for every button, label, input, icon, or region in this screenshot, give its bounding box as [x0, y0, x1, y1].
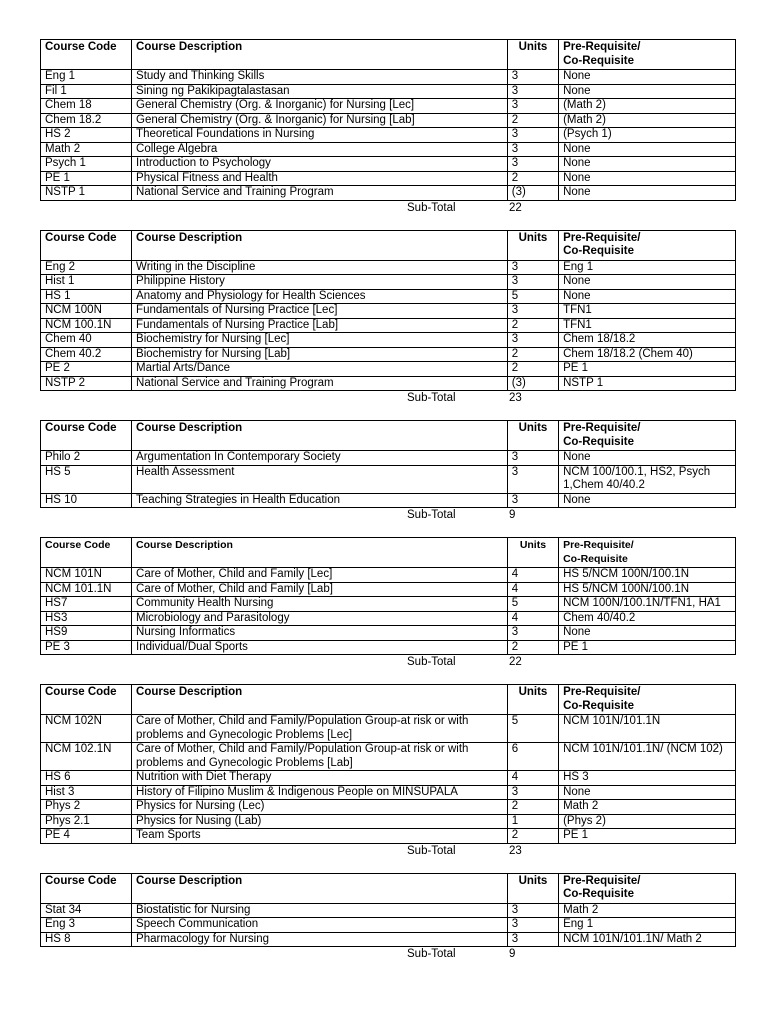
course-code: Hist 3 — [41, 785, 132, 800]
header-prerequisite — [559, 538, 736, 568]
course-units: 1 — [507, 814, 558, 829]
course-prerequisite: NCM 100/100.1, HS2, Psych 1,Chem 40/40.2 — [559, 465, 736, 493]
course-prerequisite: None — [559, 157, 736, 172]
course-code: Phys 2.1 — [41, 814, 132, 829]
course-prerequisite: None — [559, 171, 736, 186]
table-row — [41, 785, 736, 800]
course-prerequisite: PE 1 — [559, 640, 736, 655]
course-prerequisite: None — [559, 785, 736, 800]
course-code: Chem 40.2 — [41, 347, 132, 362]
course-code: HS 6 — [41, 771, 132, 786]
table-row — [41, 465, 736, 493]
course-description: Care of Mother, Child and Family [Lab] — [132, 582, 508, 597]
course-table — [40, 684, 736, 844]
course-code: Chem 18 — [41, 99, 132, 114]
table-row — [41, 932, 736, 947]
subtotal-value: 9 — [509, 948, 516, 960]
table-header-row — [41, 230, 736, 260]
header-prerequisite-line1: Pre-Requisite/ — [563, 41, 641, 53]
subtotal-value: 23 — [509, 844, 522, 857]
course-units: 2 — [507, 640, 558, 655]
course-prerequisite: None — [559, 289, 736, 304]
header-course-code: Course Code — [41, 421, 132, 451]
course-description: Anatomy and Physiology for Health Sciences — [132, 289, 508, 304]
course-description: Martial Arts/Dance — [132, 362, 508, 377]
course-units: 2 — [507, 113, 558, 128]
course-table — [40, 873, 736, 948]
table-row — [41, 70, 736, 85]
course-code: NSTP 2 — [41, 376, 132, 391]
subtotal-line — [40, 201, 736, 215]
header-prerequisite — [559, 685, 736, 715]
course-table — [40, 537, 736, 655]
curriculum-sheet — [40, 39, 736, 976]
course-description: Sining ng Pakikipagtalastasan — [132, 84, 508, 99]
table-row — [41, 376, 736, 391]
semester-block — [40, 684, 736, 858]
course-code: PE 4 — [41, 829, 132, 844]
course-prerequisite: PE 1 — [559, 829, 736, 844]
course-prerequisite: (Psych 1) — [559, 128, 736, 143]
table-row — [41, 800, 736, 815]
table-row — [41, 582, 736, 597]
course-code: Philo 2 — [41, 451, 132, 466]
course-code: Eng 1 — [41, 70, 132, 85]
course-code: HS 2 — [41, 128, 132, 143]
table-row — [41, 903, 736, 918]
course-description: College Algebra — [132, 142, 508, 157]
table-row — [41, 715, 736, 743]
course-code: Eng 3 — [41, 918, 132, 933]
course-units: 3 — [507, 465, 558, 493]
course-code: Chem 18.2 — [41, 113, 132, 128]
course-prerequisite: None — [559, 186, 736, 201]
header-prerequisite — [559, 230, 736, 260]
course-units: 4 — [507, 582, 558, 597]
semester-block — [40, 537, 736, 669]
subtotal-label: Sub-Total — [407, 948, 456, 960]
course-units: 3 — [507, 70, 558, 85]
course-table — [40, 420, 736, 508]
course-units: 3 — [507, 785, 558, 800]
course-code: Math 2 — [41, 142, 132, 157]
table-row — [41, 260, 736, 275]
course-units: 3 — [507, 451, 558, 466]
course-prerequisite: HS 5/NCM 100N/100.1N — [559, 568, 736, 583]
course-units: 2 — [507, 829, 558, 844]
course-description: Speech Communication — [132, 918, 508, 933]
course-description: Biochemistry for Nursing [Lec] — [132, 333, 508, 348]
course-units: (3) — [507, 376, 558, 391]
course-description: General Chemistry (Org. & Inorganic) for Nursing [Lec] — [132, 99, 508, 114]
course-units: 5 — [507, 289, 558, 304]
course-description: Writing in the Discipline — [132, 260, 508, 275]
course-description: Care of Mother, Child and Family/Population Group-at risk or with problems and Gynecologic Problems [Lab] — [132, 743, 508, 771]
course-prerequisite: Eng 1 — [559, 918, 736, 933]
semester-block — [40, 873, 736, 962]
course-units: 3 — [507, 493, 558, 508]
table-row — [41, 347, 736, 362]
course-description: Fundamentals of Nursing Practice [Lec] — [132, 304, 508, 319]
course-code: Stat 34 — [41, 903, 132, 918]
header-units: Units — [507, 873, 558, 903]
course-units: 4 — [507, 611, 558, 626]
course-units: 3 — [507, 333, 558, 348]
course-prerequisite: Chem 40/40.2 — [559, 611, 736, 626]
table-header-row — [41, 873, 736, 903]
header-course-description: Course Description — [132, 538, 508, 568]
semester-block — [40, 230, 736, 406]
course-description: Biostatistic for Nursing — [132, 903, 508, 918]
course-prerequisite: NCM 101N/101.1N/ (NCM 102) — [559, 743, 736, 771]
course-description: Argumentation In Contemporary Society — [132, 451, 508, 466]
course-description: Fundamentals of Nursing Practice [Lab] — [132, 318, 508, 333]
course-prerequisite: NCM 101N/101.1N/ Math 2 — [559, 932, 736, 947]
header-course-description: Course Description — [132, 421, 508, 451]
course-units: 3 — [507, 84, 558, 99]
table-row — [41, 318, 736, 333]
table-row — [41, 186, 736, 201]
header-course-description: Course Description — [132, 230, 508, 260]
course-description: Introduction to Psychology — [132, 157, 508, 172]
table-row — [41, 597, 736, 612]
header-prerequisite-line2: Co-Requisite — [563, 54, 634, 67]
subtotal-label: Sub-Total — [407, 656, 456, 668]
course-code: Chem 40 — [41, 333, 132, 348]
course-units: 5 — [507, 597, 558, 612]
header-units: Units — [507, 230, 558, 260]
course-code: HS 10 — [41, 493, 132, 508]
header-units: Units — [507, 40, 558, 70]
course-description: Community Health Nursing — [132, 597, 508, 612]
course-prerequisite: NCM 101N/101.1N — [559, 715, 736, 743]
course-description: Nutrition with Diet Therapy — [132, 771, 508, 786]
header-prerequisite-line2: Co-Requisite — [563, 552, 628, 565]
table-row — [41, 640, 736, 655]
header-prerequisite-line1: Pre-Requisite/ — [563, 422, 641, 434]
course-code: PE 1 — [41, 171, 132, 186]
course-units: 2 — [507, 800, 558, 815]
course-code: HS3 — [41, 611, 132, 626]
course-prerequisite: None — [559, 493, 736, 508]
table-row — [41, 362, 736, 377]
header-course-description: Course Description — [132, 873, 508, 903]
course-prerequisite: None — [559, 142, 736, 157]
table-row — [41, 157, 736, 172]
course-prerequisite: Math 2 — [559, 903, 736, 918]
course-description: National Service and Training Program — [132, 376, 508, 391]
course-code: NCM 102.1N — [41, 743, 132, 771]
course-description: Philippine History — [132, 275, 508, 290]
course-prerequisite: Math 2 — [559, 800, 736, 815]
course-code: HS 5 — [41, 465, 132, 493]
header-course-code: Course Code — [41, 538, 132, 568]
course-prerequisite: NSTP 1 — [559, 376, 736, 391]
header-prerequisite-line2: Co-Requisite — [563, 699, 634, 712]
table-row — [41, 113, 736, 128]
header-prerequisite-line1: Pre-Requisite/ — [563, 874, 641, 887]
course-code: NSTP 1 — [41, 186, 132, 201]
course-description: Care of Mother, Child and Family [Lec] — [132, 568, 508, 583]
course-units: 3 — [507, 275, 558, 290]
table-row — [41, 171, 736, 186]
course-table — [40, 39, 736, 201]
course-units: 3 — [507, 142, 558, 157]
header-prerequisite-line2: Co-Requisite — [563, 435, 634, 448]
course-prerequisite: None — [559, 626, 736, 641]
course-table — [40, 230, 736, 392]
semester-block — [40, 420, 736, 522]
course-prerequisite: (Math 2) — [559, 113, 736, 128]
table-row — [41, 743, 736, 771]
table-header-row — [41, 538, 736, 568]
header-prerequisite — [559, 40, 736, 70]
course-description: Nursing Informatics — [132, 626, 508, 641]
course-description: Teaching Strategies in Health Education — [132, 493, 508, 508]
header-units: Units — [507, 538, 558, 568]
course-units: 3 — [507, 304, 558, 319]
course-code: Hist 1 — [41, 275, 132, 290]
course-prerequisite: Eng 1 — [559, 260, 736, 275]
table-row — [41, 304, 736, 319]
table-row — [41, 128, 736, 143]
header-prerequisite — [559, 421, 736, 451]
course-units: 4 — [507, 771, 558, 786]
course-description: Microbiology and Parasitology — [132, 611, 508, 626]
course-units: (3) — [507, 186, 558, 201]
table-header-row — [41, 685, 736, 715]
course-code: NCM 101N — [41, 568, 132, 583]
header-course-code: Course Code — [41, 873, 132, 903]
course-description: Physics for Nusing (Lab) — [132, 814, 508, 829]
table-row — [41, 626, 736, 641]
course-units: 2 — [507, 347, 558, 362]
table-row — [41, 142, 736, 157]
course-description: Care of Mother, Child and Family/Population Group-at risk or with problems and Gynecologic Problems [Lec] — [132, 715, 508, 743]
course-units: 3 — [507, 626, 558, 641]
course-description: General Chemistry (Org. & Inorganic) for Nursing [Lab] — [132, 113, 508, 128]
header-prerequisite-line2: Co-Requisite — [563, 245, 634, 257]
subtotal-value: 9 — [509, 509, 516, 521]
table-row — [41, 99, 736, 114]
course-units: 3 — [507, 918, 558, 933]
header-units: Units — [507, 685, 558, 715]
subtotal-line — [40, 391, 736, 405]
subtotal-label: Sub-Total — [407, 844, 456, 857]
course-prerequisite: TFN1 — [559, 318, 736, 333]
table-row — [41, 493, 736, 508]
course-units: 5 — [507, 715, 558, 743]
course-units: 2 — [507, 362, 558, 377]
course-units: 3 — [507, 128, 558, 143]
table-row — [41, 829, 736, 844]
subtotal-line — [40, 947, 736, 961]
course-code: PE 2 — [41, 362, 132, 377]
course-prerequisite: HS 5/NCM 100N/100.1N — [559, 582, 736, 597]
course-code: HS 8 — [41, 932, 132, 947]
subtotal-label: Sub-Total — [407, 509, 456, 521]
course-prerequisite: None — [559, 451, 736, 466]
course-description: Physical Fitness and Health — [132, 171, 508, 186]
course-code: NCM 100.1N — [41, 318, 132, 333]
header-prerequisite-line2: Co-Requisite — [563, 888, 634, 900]
course-code: NCM 101.1N — [41, 582, 132, 597]
course-prerequisite: Chem 18/18.2 — [559, 333, 736, 348]
course-units: 2 — [507, 318, 558, 333]
course-units: 2 — [507, 171, 558, 186]
subtotal-value: 23 — [509, 392, 522, 404]
course-prerequisite: Chem 18/18.2 (Chem 40) — [559, 347, 736, 362]
course-code: Psych 1 — [41, 157, 132, 172]
course-units: 3 — [507, 99, 558, 114]
course-description: Physics for Nursing (Lec) — [132, 800, 508, 815]
course-code: HS9 — [41, 626, 132, 641]
course-description: Biochemistry for Nursing [Lab] — [132, 347, 508, 362]
course-units: 3 — [507, 932, 558, 947]
course-prerequisite: PE 1 — [559, 362, 736, 377]
table-row — [41, 568, 736, 583]
table-row — [41, 451, 736, 466]
subtotal-value: 22 — [509, 201, 522, 214]
subtotal-line — [40, 508, 736, 522]
course-prerequisite: None — [559, 275, 736, 290]
header-prerequisite — [559, 873, 736, 903]
course-units: 3 — [507, 260, 558, 275]
course-description: Team Sports — [132, 829, 508, 844]
course-code: NCM 100N — [41, 304, 132, 319]
course-units: 3 — [507, 157, 558, 172]
course-description: History of Filipino Muslim & Indigenous People on MINSUPALA — [132, 785, 508, 800]
course-units: 3 — [507, 903, 558, 918]
subtotal-value: 22 — [509, 656, 522, 668]
course-description: Individual/Dual Sports — [132, 640, 508, 655]
table-row — [41, 333, 736, 348]
table-row — [41, 814, 736, 829]
course-prerequisite: (Math 2) — [559, 99, 736, 114]
header-prerequisite-line1: Pre-Requisite/ — [563, 686, 641, 698]
course-prerequisite: None — [559, 70, 736, 85]
table-row — [41, 918, 736, 933]
course-prerequisite: HS 3 — [559, 771, 736, 786]
course-prerequisite: (Phys 2) — [559, 814, 736, 829]
semester-block — [40, 39, 736, 215]
header-prerequisite-line1: Pre-Requisite/ — [563, 231, 641, 244]
course-code: PE 3 — [41, 640, 132, 655]
table-row — [41, 84, 736, 99]
course-code: Phys 2 — [41, 800, 132, 815]
course-description: Study and Thinking Skills — [132, 70, 508, 85]
course-code: NCM 102N — [41, 715, 132, 743]
table-row — [41, 771, 736, 786]
course-description: National Service and Training Program — [132, 186, 508, 201]
subtotal-label: Sub-Total — [407, 392, 456, 404]
header-course-code: Course Code — [41, 40, 132, 70]
header-prerequisite-line1: Pre-Requisite/ — [563, 539, 634, 551]
course-prerequisite: TFN1 — [559, 304, 736, 319]
table-header-row — [41, 421, 736, 451]
subtotal-label: Sub-Total — [407, 201, 456, 214]
table-row — [41, 275, 736, 290]
header-units: Units — [507, 421, 558, 451]
header-course-code: Course Code — [41, 685, 132, 715]
header-course-code: Course Code — [41, 230, 132, 260]
course-code: HS7 — [41, 597, 132, 612]
subtotal-line — [40, 655, 736, 669]
table-row — [41, 289, 736, 304]
table-header-row — [41, 40, 736, 70]
header-course-description: Course Description — [132, 40, 508, 70]
course-prerequisite: NCM 100N/100.1N/TFN1, HA1 — [559, 597, 736, 612]
course-units: 4 — [507, 568, 558, 583]
course-code: Fil 1 — [41, 84, 132, 99]
course-prerequisite: None — [559, 84, 736, 99]
course-units: 6 — [507, 743, 558, 771]
course-code: Eng 2 — [41, 260, 132, 275]
course-description: Health Assessment — [132, 465, 508, 493]
course-description: Theoretical Foundations in Nursing — [132, 128, 508, 143]
course-description: Pharmacology for Nursing — [132, 932, 508, 947]
header-course-description: Course Description — [132, 685, 508, 715]
course-code: HS 1 — [41, 289, 132, 304]
table-row — [41, 611, 736, 626]
subtotal-line — [40, 844, 736, 858]
